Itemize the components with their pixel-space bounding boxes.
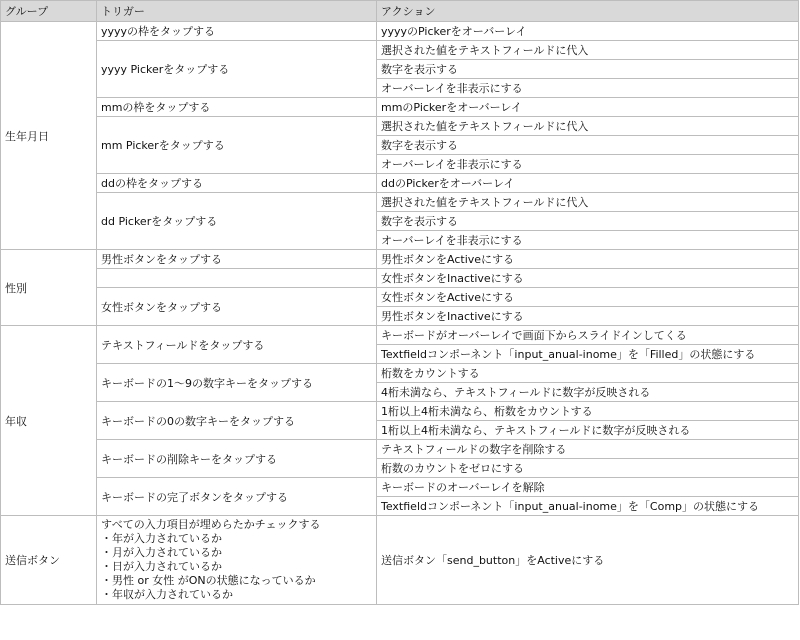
table-row xyxy=(1,41,799,60)
action-cell: 男性ボタンをInactiveにする xyxy=(377,307,799,326)
action-cell: 女性ボタンをInactiveにする xyxy=(377,269,799,288)
checklist-item: ・月が入力されているか xyxy=(101,546,222,559)
header-trigger: トリガー xyxy=(97,1,377,22)
header-group: グループ xyxy=(1,1,97,22)
trigger-cell: キーボードの1〜9の数字キーをタップする xyxy=(97,364,377,402)
checklist-item: ・男性 or 女性 がONの状態になっているか xyxy=(101,574,316,587)
group-cell-birthday: 生年月日 xyxy=(1,22,97,250)
action-cell: mmのPickerをオーバーレイ xyxy=(377,98,799,117)
table-row xyxy=(1,402,799,421)
checklist-heading: すべての入力項目が埋めらたかチェックする xyxy=(101,518,321,531)
trigger-cell: 男性ボタンをタップする xyxy=(97,250,377,269)
action-cell: 4桁未満なら、テキストフィールドに数字が反映される xyxy=(377,383,799,402)
group-cell-income: 年収 xyxy=(1,326,97,516)
action-cell: Textfieldコンポーネント「input_anual-inome」を「Filled」の状態にする xyxy=(377,345,799,364)
trigger-cell: mm Pickerをタップする xyxy=(97,117,377,174)
group-cell-submit: 送信ボタン xyxy=(1,516,97,605)
action-cell: 桁数のカウントをゼロにする xyxy=(377,459,799,478)
table-row xyxy=(1,288,799,307)
action-cell: 数字を表示する xyxy=(377,60,799,79)
action-cell: 女性ボタンをActiveにする xyxy=(377,288,799,307)
group-cell-gender: 性別 xyxy=(1,250,97,326)
table-row xyxy=(1,269,799,288)
trigger-cell-checklist xyxy=(97,516,377,605)
action-cell: 1桁以上4桁未満なら、桁数をカウントする xyxy=(377,402,799,421)
trigger-cell: ddの枠をタップする xyxy=(97,174,377,193)
table-row xyxy=(1,22,799,41)
action-cell: 1桁以上4桁未満なら、テキストフィールドに数字が反映される xyxy=(377,421,799,440)
action-cell: Textfieldコンポーネント「input_anual-inome」を「Comp」の状態にする xyxy=(377,497,799,516)
table-row xyxy=(1,250,799,269)
action-cell: 送信ボタン「send_button」をActiveにする xyxy=(377,516,799,605)
checklist-item: ・年が入力されているか xyxy=(101,532,222,545)
table-row xyxy=(1,117,799,136)
action-cell: 選択された値をテキストフィールドに代入 xyxy=(377,41,799,60)
action-cell: 男性ボタンをActiveにする xyxy=(377,250,799,269)
action-cell: ddのPickerをオーバーレイ xyxy=(377,174,799,193)
action-cell: 桁数をカウントする xyxy=(377,364,799,383)
header-action: アクション xyxy=(377,1,799,22)
action-cell: 数字を表示する xyxy=(377,136,799,155)
trigger-cell: yyyyの枠をタップする xyxy=(97,22,377,41)
action-cell: 選択された値をテキストフィールドに代入 xyxy=(377,193,799,212)
action-cell: キーボードのオーバーレイを解除 xyxy=(377,478,799,497)
table-row xyxy=(1,193,799,212)
trigger-cell: mmの枠をタップする xyxy=(97,98,377,117)
table-row xyxy=(1,326,799,345)
trigger-cell-empty xyxy=(97,269,377,288)
action-cell: 選択された値をテキストフィールドに代入 xyxy=(377,117,799,136)
trigger-cell: yyyy Pickerをタップする xyxy=(97,41,377,98)
trigger-cell: dd Pickerをタップする xyxy=(97,193,377,250)
header-row xyxy=(1,1,799,22)
table-row xyxy=(1,440,799,459)
table-row xyxy=(1,98,799,117)
action-cell: 数字を表示する xyxy=(377,212,799,231)
table-row xyxy=(1,174,799,193)
trigger-cell: キーボードの完了ボタンをタップする xyxy=(97,478,377,516)
trigger-cell: テキストフィールドをタップする xyxy=(97,326,377,364)
trigger-cell: 女性ボタンをタップする xyxy=(97,288,377,326)
action-cell: yyyyのPickerをオーバーレイ xyxy=(377,22,799,41)
trigger-cell: キーボードの0の数字キーをタップする xyxy=(97,402,377,440)
action-cell: オーバーレイを非表示にする xyxy=(377,79,799,98)
checklist-item: ・年収が入力されているか xyxy=(101,588,233,601)
checklist-item: ・日が入力されているか xyxy=(101,560,222,573)
table-row xyxy=(1,516,799,605)
action-cell: オーバーレイを非表示にする xyxy=(377,231,799,250)
trigger-cell: キーボードの削除キーをタップする xyxy=(97,440,377,478)
action-cell: オーバーレイを非表示にする xyxy=(377,155,799,174)
action-cell: テキストフィールドの数字を削除する xyxy=(377,440,799,459)
table-row xyxy=(1,364,799,383)
action-cell: キーボードがオーバーレイで画面下からスライドインしてくる xyxy=(377,326,799,345)
table-row xyxy=(1,478,799,497)
